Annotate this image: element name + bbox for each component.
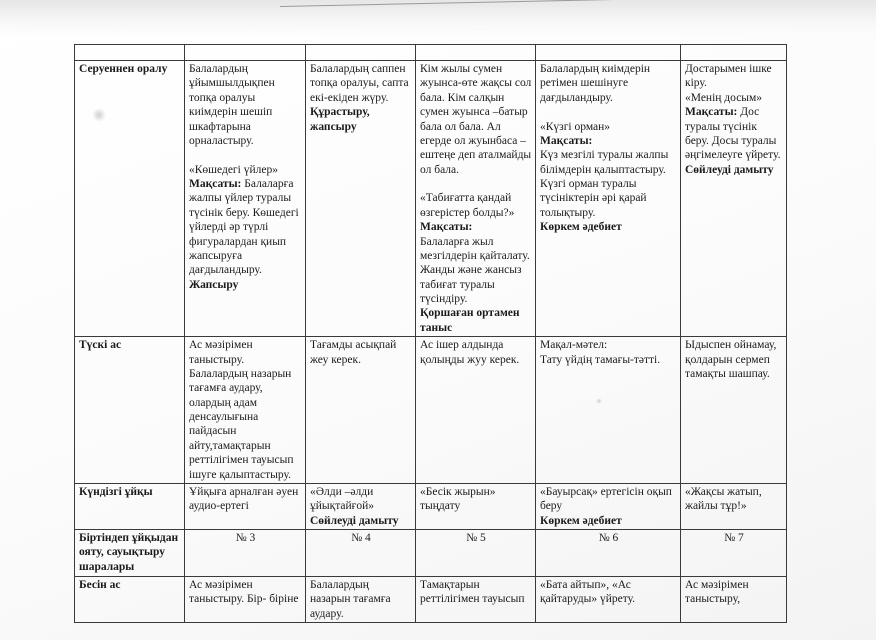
- cell-text: Балалардың киімдерін ретімен шешінуге дағдыландыру.: [540, 63, 651, 104]
- cell-paragraph: [420, 306, 532, 335]
- cell-paragraph: [540, 177, 677, 220]
- header-cell: [536, 45, 681, 61]
- cell-paragraph: [310, 62, 412, 105]
- cell-text: Тату үйдің тамағы-тәтті.: [540, 353, 661, 366]
- cell-bold-text: Сөйлеуді дамыту: [685, 163, 774, 176]
- cell-text: «Күзгі орман»: [540, 120, 611, 133]
- cell-text: Балалардың назарын тағамға аудару.: [310, 579, 391, 620]
- day-cell-2: [306, 61, 416, 337]
- day-cell-1: [185, 483, 306, 529]
- cell-text: Дос туралы түсінік беру. Досы туралы әңгімелеуге үйрету.: [685, 106, 781, 162]
- cell-paragraph: [189, 163, 302, 177]
- cell-paragraph: [540, 353, 677, 367]
- cell-text: Тағамды асықпай жеу керек.: [310, 339, 397, 366]
- schedule-table: [74, 44, 787, 623]
- table-header-row: [75, 45, 787, 61]
- day-cell-1: [185, 337, 306, 484]
- cell-paragraph: [540, 148, 677, 177]
- cell-text: Ас ішер алдында қолыңды жуу керек.: [420, 339, 520, 366]
- cell-text: «Бата айтып», «Ас қайтаруды» үйрету.: [540, 579, 636, 606]
- cell-text: Тамақтарын реттілігімен тауысып: [420, 579, 525, 606]
- cell-paragraph: [540, 120, 677, 134]
- cell-text: Ас мәзірімен таныстыру. Балалардың назарын тағамға аудару, олардың адам денсаулығына пайдасын айту,тамақтарын реттілігімен тауысып ішуге қалыптастыру.: [189, 339, 294, 481]
- day-cell-3: [416, 61, 536, 337]
- day-cell-5: [681, 483, 787, 529]
- cell-bold-text: Көркем әдебиет: [540, 221, 622, 234]
- cell-bold-text: Қоршаған ортамен таныс: [420, 307, 520, 334]
- day-cell-3: [416, 337, 536, 484]
- day-cell-5: [681, 577, 787, 623]
- cell-paragraph: [310, 578, 412, 621]
- cell-paragraph: [420, 220, 532, 234]
- cell-text: «Менің досым»: [685, 91, 763, 104]
- cell-paragraph: [310, 338, 412, 367]
- row-label: Күндізгі ұйқы: [75, 483, 185, 529]
- cell-paragraph: [540, 578, 677, 607]
- scan-edge: [0, 0, 876, 36]
- header-cell: [185, 45, 306, 61]
- day-cell-4: [536, 577, 681, 623]
- row-day-nap: [75, 483, 787, 529]
- cell-paragraph: [685, 531, 783, 545]
- row-label: Бесін ас: [75, 577, 185, 623]
- row-wake-up: [75, 530, 787, 577]
- cell-bold-text: Жапсыру: [189, 278, 239, 291]
- cell-text: «Табиғатта қандай өзгерістер болды?»: [420, 192, 515, 219]
- cell-bold-text: Сөйлеуді дамыту: [310, 514, 399, 527]
- cell-paragraph: [189, 177, 302, 278]
- row-lunch: [75, 337, 787, 484]
- row-afternoon-snack: [75, 577, 787, 623]
- cell-paragraph: [189, 531, 302, 545]
- cell-paragraph: [540, 485, 677, 514]
- cell-paragraph: [420, 578, 532, 607]
- row-label: Түскі ас: [75, 337, 185, 484]
- row-return-from-walk: [75, 61, 787, 337]
- cell-paragraph: [685, 338, 783, 381]
- day-cell-3: [416, 530, 536, 577]
- header-cell: [75, 45, 185, 61]
- day-cell-3: [416, 483, 536, 529]
- cell-text: «Бауырсақ» ертегісін оқып беру: [540, 485, 672, 513]
- day-cell-4: [536, 337, 681, 484]
- cell-text: Ас мәзірімен таныстыру,: [685, 579, 749, 606]
- cell-paragraph: [420, 338, 532, 367]
- cell-text: Ыдыспен ойнамау, қолдарын сермеп тамақты шашпау.: [685, 339, 777, 380]
- cell-text: «Жақсы жатып, жайлы тұр!»: [685, 485, 762, 513]
- day-cell-2: [306, 530, 416, 577]
- cell-text: Балалардың саппен топқа оралуы, сапта екі-екіден жүру.: [310, 63, 409, 104]
- day-cell-4: [536, 530, 681, 577]
- cell-text: Достарымен ішке кіру.: [685, 63, 772, 90]
- cell-text: «Әлди –әлди ұйықтайғой»: [310, 485, 375, 513]
- day-cell-1: [185, 61, 306, 337]
- day-cell-1: [185, 530, 306, 577]
- cell-text: № 3: [235, 532, 256, 544]
- day-cell-5: [681, 61, 787, 337]
- cell-bold-text: Құрастыру, жапсыру: [310, 106, 370, 133]
- day-cell-5: [681, 530, 787, 577]
- cell-paragraph: [420, 177, 532, 191]
- cell-paragraph: [540, 62, 677, 105]
- cell-text: Кім жылы сумен жуынса-өте жақсы сол бала. Кім салқын сумен жуынса –батыр бала ол бала. Ал егерде ол жуынбаса – ештеңе деп аталмайды ол бала.: [420, 63, 532, 176]
- header-cell: [681, 45, 787, 61]
- cell-paragraph: [540, 134, 677, 148]
- cell-text: Балаларға жалпы үйлер туралы түсінік беру. Көшедегі үйлерді әр түрлі фигуралардан қиып жапсыруға дағдыландыру.: [189, 178, 299, 277]
- cell-text: Ұйқыға арналған әуен аудио-ертегі: [189, 485, 299, 513]
- cell-text: «Көшедегі үйлер»: [189, 163, 278, 176]
- cell-paragraph: [540, 531, 677, 545]
- day-cell-1: [185, 577, 306, 623]
- cell-text: № 5: [466, 532, 486, 544]
- cell-bold-text: Мақсаты:: [540, 134, 593, 147]
- cell-paragraph: [685, 91, 783, 105]
- row-label: Біртіндеп ұйқыдан ояту, сауықтыру шаралары: [75, 530, 185, 577]
- day-cell-4: [536, 483, 681, 529]
- cell-paragraph: [189, 338, 302, 482]
- cell-bold-text: Мақсаты:: [685, 106, 738, 119]
- cell-text: Мақал-мәтел:: [540, 339, 608, 352]
- day-cell-3: [416, 577, 536, 623]
- cell-paragraph: [540, 220, 677, 234]
- cell-text: «Бесік жырын» тыңдату: [420, 485, 496, 513]
- cell-paragraph: [189, 148, 302, 162]
- header-cell: [416, 45, 536, 61]
- cell-paragraph: [420, 485, 532, 514]
- cell-paragraph: [685, 105, 783, 163]
- cell-paragraph: [310, 514, 412, 528]
- cell-paragraph: [420, 235, 532, 307]
- cell-paragraph: [540, 514, 677, 528]
- header-cell: [306, 45, 416, 61]
- cell-paragraph: [310, 485, 412, 514]
- cell-paragraph: [189, 278, 302, 292]
- cell-paragraph: [685, 485, 783, 514]
- cell-paragraph: [540, 338, 677, 352]
- cell-text: № 6: [598, 532, 619, 544]
- cell-text: Күзгі орман туралы түсініктерін әрі қарай толықтыру.: [540, 178, 647, 219]
- day-cell-2: [306, 483, 416, 529]
- cell-text: № 7: [724, 532, 744, 544]
- row-label: Серуеннен оралу: [75, 61, 185, 337]
- cell-paragraph: [420, 531, 532, 545]
- cell-paragraph: [685, 578, 783, 607]
- cell-bold-text: Көркем әдебиет: [540, 514, 622, 527]
- cell-paragraph: [310, 531, 412, 545]
- cell-paragraph: [189, 62, 302, 148]
- cell-paragraph: [420, 62, 532, 177]
- cell-paragraph: [685, 163, 783, 177]
- cell-bold-text: Мақсаты:: [420, 221, 473, 234]
- cell-text: Күз мезгілі туралы жалпы білімдерін қалыптастыру.: [540, 149, 669, 176]
- cell-paragraph: [310, 105, 412, 134]
- cell-paragraph: [189, 485, 302, 514]
- day-cell-4: [536, 61, 681, 337]
- cell-paragraph: [685, 62, 783, 91]
- cell-bold-text: Мақсаты:: [189, 178, 242, 190]
- day-cell-2: [306, 577, 416, 623]
- cell-text: Балаларға жыл мезгілдерін қайталату. Жанды және жансыз табиғат туралы түсіндіру.: [420, 235, 530, 305]
- cell-paragraph: [189, 578, 302, 607]
- cell-text: Ас мәзірімен таныстыру. Бір- біріне: [189, 579, 299, 606]
- cell-paragraph: [540, 105, 677, 119]
- cell-text: Балалардың ұйымшылдықпен топқа оралуы киімдерін шешіп шкафтарына орналастыру.: [189, 63, 275, 147]
- cell-paragraph: [420, 191, 532, 220]
- cell-text: № 4: [351, 532, 371, 544]
- day-cell-2: [306, 337, 416, 484]
- day-cell-5: [681, 337, 787, 484]
